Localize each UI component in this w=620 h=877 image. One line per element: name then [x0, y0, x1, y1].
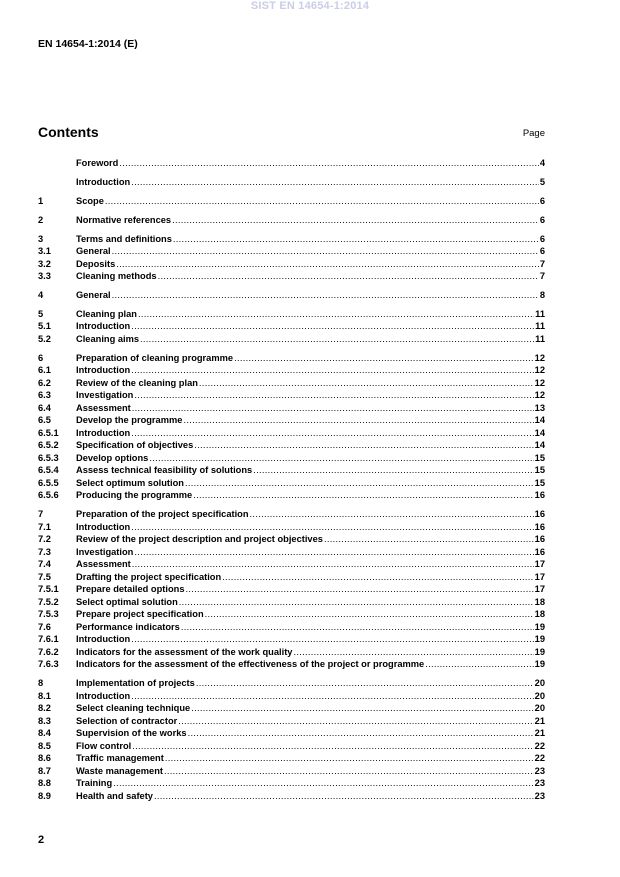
toc-entry-number: 8.2: [38, 703, 51, 714]
toc-entry-title: Select optimum solution: [76, 477, 184, 488]
toc-entry-title: Cleaning plan: [76, 308, 137, 319]
toc-entry-number: 7.6.1: [38, 634, 59, 645]
toc-dot-leader: [183, 414, 533, 427]
toc-entry-page: 18: [534, 596, 545, 607]
toc-entry-page: 20: [534, 703, 545, 714]
toc-entry-number: 7.4: [38, 559, 51, 570]
toc-entry-page: 12: [534, 377, 545, 388]
toc-entry[interactable]: [38, 621, 545, 634]
toc-entry-page: 18: [534, 609, 545, 620]
toc-entry-title: Preparation of the project specification: [76, 509, 249, 520]
toc-entry[interactable]: [38, 646, 545, 659]
toc-entry-title: Health and safety: [76, 790, 153, 801]
toc-entry[interactable]: [38, 258, 545, 271]
toc-entry-page: 16: [534, 521, 545, 532]
toc-entry-page: 7: [539, 271, 545, 282]
toc-entry[interactable]: [38, 508, 545, 521]
toc-entry-page: 11: [535, 308, 545, 319]
toc-entry-page: 19: [534, 659, 545, 670]
toc-entry[interactable]: [38, 658, 545, 671]
toc-entry-number: 6.5.6: [38, 490, 59, 501]
toc-entry-number: 8.5: [38, 740, 51, 751]
toc-entry-title: General: [76, 289, 111, 300]
toc-entry[interactable]: [38, 521, 545, 534]
toc-dot-leader: [250, 508, 534, 521]
toc-entry-title: Flow control: [76, 740, 132, 751]
toc-dot-leader: [154, 790, 534, 803]
page-column-label: Page: [522, 128, 545, 139]
toc-entry-page: 13: [534, 402, 545, 413]
toc-entry-page: 11: [535, 333, 545, 344]
toc-entry-number: 8.1: [38, 690, 51, 701]
toc-entry[interactable]: [38, 195, 545, 208]
toc-entry-page: 16: [534, 546, 545, 557]
toc-entry-number: 3.2: [38, 258, 51, 269]
toc-entry-number: 5: [38, 308, 44, 319]
toc-entry[interactable]: [38, 270, 545, 283]
toc-entry-number: 6.2: [38, 377, 51, 388]
toc-entry-number: 7.3: [38, 546, 51, 557]
toc-dot-leader: [131, 633, 533, 646]
toc-entry-number: 1: [38, 195, 44, 206]
toc-entry-title: General: [76, 246, 111, 257]
toc-entry[interactable]: [38, 740, 545, 753]
toc-dot-leader: [132, 402, 534, 415]
toc-entry-title: Cleaning aims: [76, 333, 140, 344]
toc-entry-page: 19: [534, 621, 545, 632]
toc-dot-leader: [425, 658, 533, 671]
toc-entry-title: Implementation of projects: [76, 678, 195, 689]
toc-entry[interactable]: [38, 546, 545, 559]
toc-entry[interactable]: [38, 571, 545, 584]
toc-entry[interactable]: [38, 533, 545, 546]
toc-dot-leader: [112, 245, 539, 258]
toc-entry[interactable]: [38, 489, 545, 502]
toc-dot-leader: [179, 596, 534, 609]
toc-entry-title: Introduction: [76, 365, 131, 376]
toc-entry-page: 23: [534, 790, 545, 801]
toc-entry-number: 8.4: [38, 728, 51, 739]
toc-entry-page: 12: [534, 365, 545, 376]
toc-entry[interactable]: [38, 752, 545, 765]
toc-entry[interactable]: [38, 439, 545, 452]
toc-entry-page: 14: [534, 440, 545, 451]
toc-entry-page: 14: [534, 415, 545, 426]
toc-entry-title: Introduction: [76, 321, 131, 332]
toc-entry-number: 8.6: [38, 753, 51, 764]
toc-entry-number: 8: [38, 678, 44, 689]
toc-dot-leader: [131, 364, 533, 377]
toc-dot-leader: [191, 702, 533, 715]
toc-entry-page: 21: [534, 728, 545, 739]
toc-entry-number: 3: [38, 233, 44, 244]
toc-dot-leader: [140, 333, 534, 346]
toc-entry[interactable]: [38, 427, 545, 440]
toc-entry[interactable]: [38, 715, 545, 728]
toc-entry[interactable]: [38, 596, 545, 609]
toc-entry-title: Selection of contractor: [76, 715, 178, 726]
toc-entry-number: 7.6.2: [38, 646, 59, 657]
toc-entry-page: 16: [534, 534, 545, 545]
toc-entry-page: 15: [534, 477, 545, 488]
toc-entry-title: Introduction: [76, 427, 131, 438]
toc-entry[interactable]: [38, 777, 545, 790]
toc-dot-leader: [134, 546, 533, 559]
toc-entry-number: 6.5.1: [38, 427, 59, 438]
toc-entry-page: 15: [534, 452, 545, 463]
toc-entry[interactable]: [38, 352, 545, 365]
toc-dot-leader: [138, 308, 534, 321]
toc-entry-number: 6.5.4: [38, 465, 59, 476]
toc-entry-title: Select cleaning technique: [76, 703, 191, 714]
toc-dot-leader: [186, 583, 534, 596]
toc-entry-page: 16: [534, 490, 545, 501]
toc-entry-number: 8.9: [38, 790, 51, 801]
toc-entry[interactable]: [38, 308, 545, 321]
toc-entry-title: Assessment: [76, 402, 131, 413]
toc-entry-number: 7.5: [38, 571, 51, 582]
toc-entry-title: Introduction: [76, 634, 131, 645]
toc-entry[interactable]: [38, 452, 545, 465]
toc-entry[interactable]: [38, 333, 545, 346]
document-id: EN 14654-1:2014 (E): [38, 38, 138, 50]
toc-dot-leader: [205, 608, 534, 621]
toc-entry-page: 6: [539, 233, 545, 244]
toc-dot-leader: [199, 377, 534, 390]
toc-entry-title: Scope: [76, 195, 104, 206]
toc-entry[interactable]: [38, 608, 545, 621]
toc-dot-leader: [149, 452, 533, 465]
toc-entry-page: 19: [534, 634, 545, 645]
toc-entry-page: 11: [535, 321, 545, 332]
toc-dot-leader: [116, 258, 539, 271]
toc-dot-leader: [178, 715, 533, 728]
toc-entry[interactable]: [38, 389, 545, 402]
toc-dot-leader: [172, 214, 539, 227]
table-of-contents: [38, 157, 545, 802]
toc-dot-leader: [253, 464, 533, 477]
toc-entry-page: 22: [534, 740, 545, 751]
toc-entry-number: 6.5.3: [38, 452, 59, 463]
toc-entry-title: Deposits: [76, 258, 116, 269]
toc-dot-leader: [324, 533, 534, 546]
toc-entry-title: Prepare detailed options: [76, 584, 185, 595]
toc-entry-page: 23: [534, 765, 545, 776]
contents-title: Contents: [38, 124, 99, 140]
toc-entry-page: 4: [539, 158, 545, 168]
toc-entry-page: 20: [534, 678, 545, 689]
toc-entry[interactable]: [38, 677, 545, 690]
toc-entry-number: 6.5: [38, 415, 51, 426]
toc-entry-page: 8: [539, 289, 545, 300]
toc-entry[interactable]: [38, 690, 545, 703]
toc-entry-number: 7.5.1: [38, 584, 59, 595]
toc-entry[interactable]: [38, 702, 545, 715]
toc-entry-title: Waste management: [76, 765, 163, 776]
toc-entry-number: 5.1: [38, 321, 51, 332]
toc-entry-number: 6.5.2: [38, 440, 59, 451]
toc-entry-title: Review of the project description and project objectives: [76, 534, 323, 545]
toc-entry[interactable]: [38, 464, 545, 477]
toc-entry[interactable]: [38, 289, 545, 302]
toc-entry-page: 16: [534, 509, 545, 520]
toc-entry[interactable]: [38, 414, 545, 427]
toc-entry-number: 6.5.5: [38, 477, 59, 488]
toc-entry-title: Normative references: [76, 214, 172, 225]
toc-entry-page: 7: [539, 258, 545, 269]
toc-entry-title: Terms and definitions: [76, 233, 172, 244]
toc-entry[interactable]: [38, 176, 545, 189]
toc-dot-leader: [113, 777, 533, 790]
toc-entry[interactable]: [38, 157, 545, 170]
toc-entry-number: 7.5.2: [38, 596, 59, 607]
toc-entry-number: 7: [38, 509, 44, 520]
toc-entry-number: 8.8: [38, 778, 51, 789]
toc-entry-title: Investigation: [76, 546, 134, 557]
toc-dot-leader: [134, 389, 533, 402]
toc-entry-title: Select optimal solution: [76, 596, 178, 607]
toc-entry-number: 7.5.3: [38, 609, 59, 620]
toc-entry-title: Training: [76, 778, 113, 789]
toc-entry-title: Assessment: [76, 559, 131, 570]
toc-entry-page: 12: [534, 352, 545, 363]
toc-dot-leader: [132, 558, 534, 571]
toc-entry-title: Preparation of cleaning programme: [76, 352, 234, 363]
toc-dot-leader: [165, 752, 534, 765]
toc-dot-leader: [105, 195, 539, 208]
toc-entry-page: 17: [534, 584, 545, 595]
toc-entry-number: 7.6.3: [38, 659, 59, 670]
toc-entry[interactable]: [38, 477, 545, 490]
toc-entry-page: 17: [534, 571, 545, 582]
toc-entry-number: 6: [38, 352, 44, 363]
toc-entry-page: 17: [534, 559, 545, 570]
toc-entry-number: 7.1: [38, 521, 51, 532]
toc-entry-number: 2: [38, 214, 44, 225]
toc-entry[interactable]: [38, 727, 545, 740]
toc-entry-page: 22: [534, 753, 545, 764]
toc-entry[interactable]: [38, 790, 545, 803]
toc-entry-title: Producing the programme: [76, 490, 193, 501]
toc-dot-leader: [112, 289, 539, 302]
toc-entry[interactable]: [38, 558, 545, 571]
toc-dot-leader: [131, 176, 539, 189]
toc-entry-title: Investigation: [76, 390, 134, 401]
toc-entry[interactable]: [38, 377, 545, 390]
toc-dot-leader: [119, 157, 538, 170]
toc-entry-title: Prepare project specification: [76, 609, 204, 620]
toc-entry-title: Drafting the project specification: [76, 571, 222, 582]
toc-dot-leader: [188, 727, 534, 740]
toc-entry-title: Supervision of the works: [76, 728, 187, 739]
toc-entry-title: Cleaning methods: [76, 271, 157, 282]
toc-entry-page: 5: [539, 176, 545, 187]
toc-entry-number: 6.1: [38, 365, 51, 376]
toc-entry-title: Foreword: [76, 158, 119, 168]
toc-dot-leader: [173, 233, 539, 246]
toc-entry-page: 12: [534, 390, 545, 401]
toc-entry-number: 3.1: [38, 246, 51, 257]
toc-entry-number: 8.7: [38, 765, 51, 776]
toc-entry-page: 19: [534, 646, 545, 657]
toc-entry-title: Develop options: [76, 452, 149, 463]
toc-entry-page: 6: [539, 246, 545, 257]
watermark: SIST EN 14654-1:2014: [250, 0, 370, 12]
toc-entry[interactable]: [38, 402, 545, 415]
toc-entry-page: 21: [534, 715, 545, 726]
toc-entry[interactable]: [38, 245, 545, 258]
toc-entry[interactable]: [38, 233, 545, 246]
toc-entry-number: 3.3: [38, 271, 51, 282]
toc-dot-leader: [194, 439, 533, 452]
toc-dot-leader: [158, 270, 539, 283]
toc-entry-page: 6: [539, 214, 545, 225]
toc-dot-leader: [131, 690, 533, 703]
toc-dot-leader: [181, 621, 534, 634]
toc-entry-title: Develop the programme: [76, 415, 183, 426]
toc-dot-leader: [132, 740, 533, 753]
toc-entry[interactable]: [38, 633, 545, 646]
toc-entry-page: 15: [534, 465, 545, 476]
toc-entry-number: 5.2: [38, 333, 51, 344]
toc-dot-leader: [222, 571, 534, 584]
toc-entry[interactable]: [38, 320, 545, 333]
toc-entry-title: Introduction: [76, 521, 131, 532]
toc-entry-number: 6.3: [38, 390, 51, 401]
toc-entry-page: 6: [539, 195, 545, 206]
toc-entry-title: Indicators for the assessment of the effectiveness of the project or programme: [76, 659, 425, 670]
toc-entry-title: Specification of objectives: [76, 440, 194, 451]
toc-entry-number: 8.3: [38, 715, 51, 726]
toc-dot-leader: [234, 352, 534, 365]
toc-entry-title: Assess technical feasibility of solutions: [76, 465, 253, 476]
toc-entry-page: 14: [534, 427, 545, 438]
toc-entry-number: 4: [38, 289, 44, 300]
toc-dot-leader: [164, 765, 534, 778]
toc-entry[interactable]: [38, 765, 545, 778]
toc-entry-title: Introduction: [76, 176, 131, 187]
toc-dot-leader: [131, 427, 533, 440]
toc-dot-leader: [196, 677, 534, 690]
toc-dot-leader: [293, 646, 533, 659]
toc-entry-title: Review of the cleaning plan: [76, 377, 198, 388]
toc-entry-title: Traffic management: [76, 753, 164, 764]
toc-entry[interactable]: [38, 364, 545, 377]
toc-entry-number: 7.2: [38, 534, 51, 545]
toc-dot-leader: [131, 521, 533, 534]
toc-entry-title: Indicators for the assessment of the work quality: [76, 646, 293, 657]
toc-dot-leader: [131, 320, 534, 333]
toc-dot-leader: [193, 489, 533, 502]
toc-entry-page: 23: [534, 778, 545, 789]
page-number: 2: [38, 834, 45, 846]
toc-entry-page: 20: [534, 690, 545, 701]
toc-entry[interactable]: [38, 214, 545, 227]
toc-dot-leader: [185, 477, 534, 490]
toc-entry[interactable]: [38, 583, 545, 596]
toc-entry-number: 6.4: [38, 402, 51, 413]
toc-entry-title: Performance indicators: [76, 621, 180, 632]
toc-entry-number: 7.6: [38, 621, 51, 632]
toc-entry-title: Introduction: [76, 690, 131, 701]
